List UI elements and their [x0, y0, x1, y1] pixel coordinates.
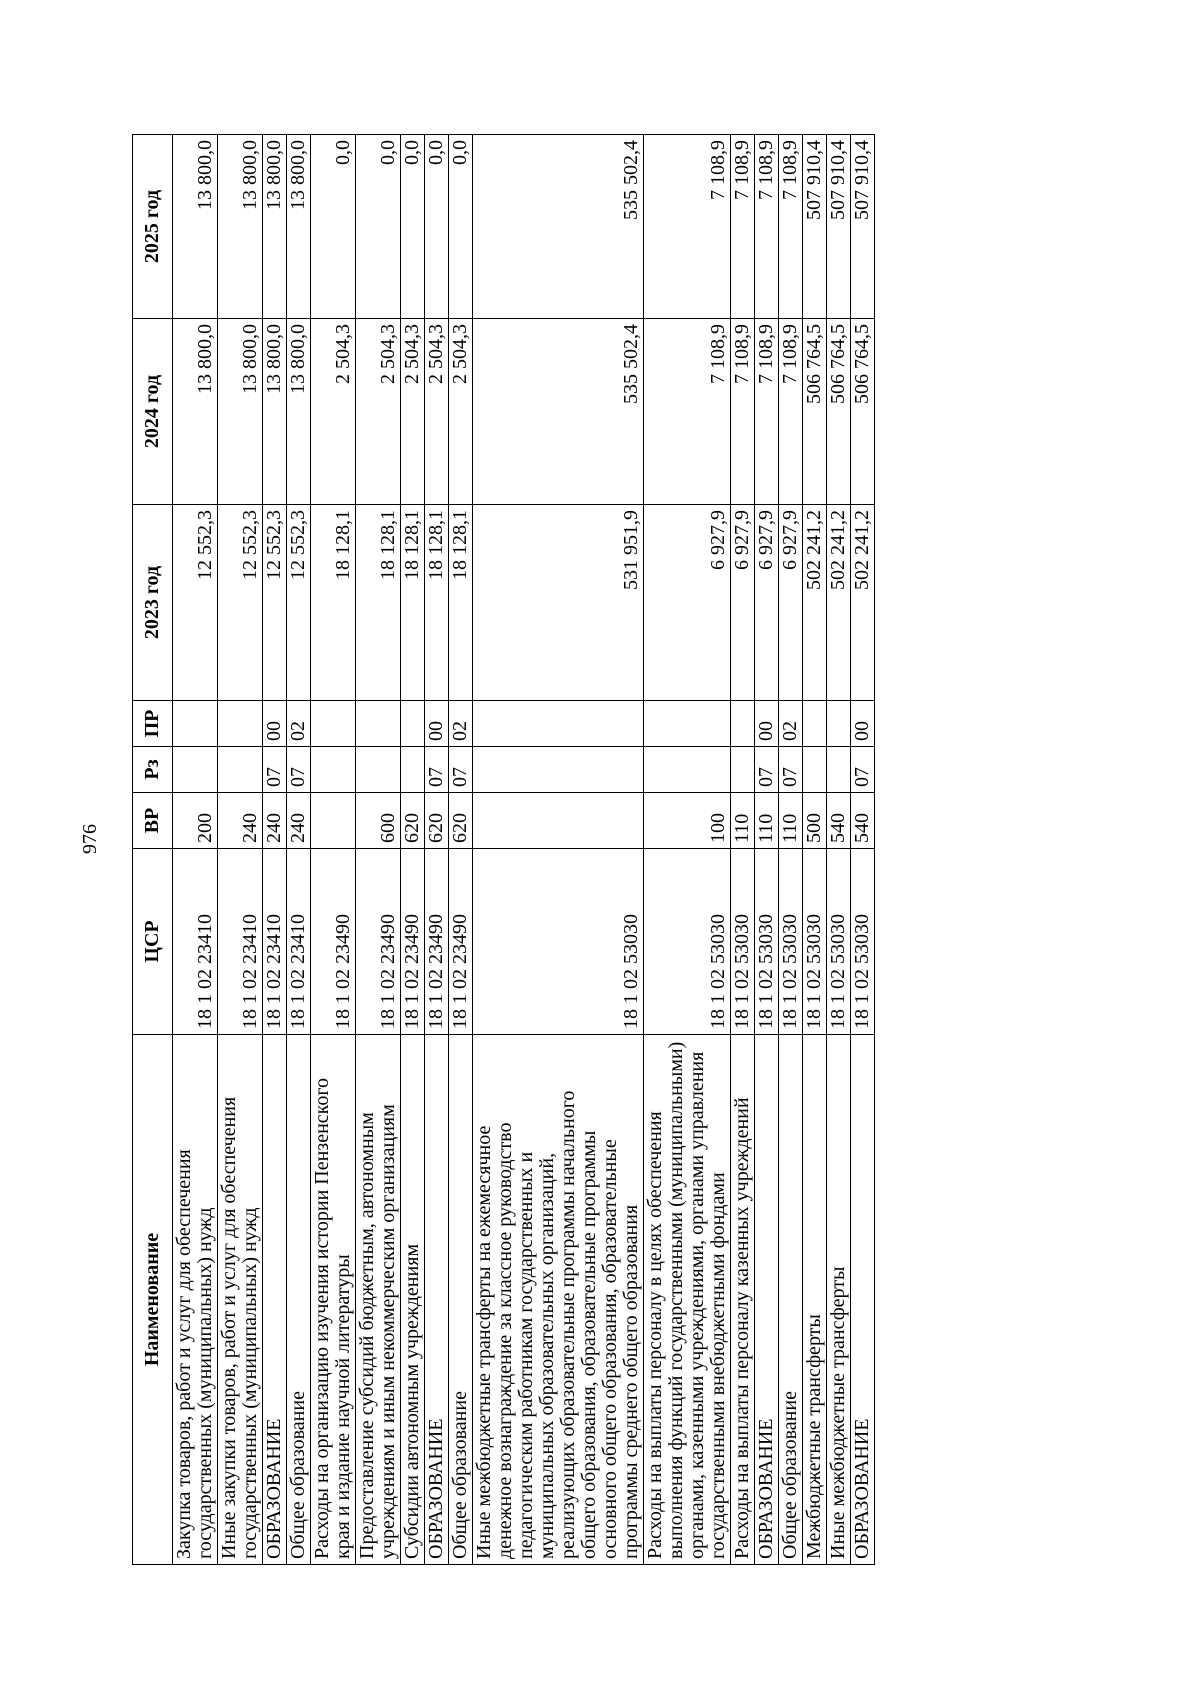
row-2025: 507 910,4	[827, 135, 851, 319]
row-2024: 13 800,0	[263, 319, 287, 505]
row-2023: 6 927,9	[755, 505, 779, 701]
row-vr	[473, 793, 644, 849]
row-2025: 7 108,9	[644, 135, 731, 319]
row-vr: 620	[401, 793, 425, 849]
row-csr: 18 1 02 53030	[803, 849, 827, 1035]
row-2024: 506 764,5	[827, 319, 851, 505]
table-row	[425, 135, 449, 1565]
row-vr: 110	[779, 793, 803, 849]
row-vr: 620	[449, 793, 473, 849]
row-rz: 07	[263, 747, 287, 793]
row-csr: 18 1 02 53030	[473, 849, 644, 1035]
row-pr	[644, 701, 731, 747]
header-2025: 2025 год	[133, 135, 173, 319]
table-row	[401, 135, 425, 1565]
row-csr: 18 1 02 53030	[644, 849, 731, 1035]
row-vr: 100	[644, 793, 731, 849]
row-name: Предоставление субсидий бюджетным, автономным учреждениям и иным некоммерческим организациям	[356, 1035, 401, 1565]
table-header-row	[133, 135, 173, 1565]
row-rz	[731, 747, 755, 793]
row-csr: 18 1 02 53030	[755, 849, 779, 1035]
row-2025: 13 800,0	[287, 135, 311, 319]
table-row	[779, 135, 803, 1565]
header-2024: 2024 год	[133, 319, 173, 505]
row-2024: 13 800,0	[173, 319, 218, 505]
row-2025: 0,0	[356, 135, 401, 319]
row-name: Межбюджетные трансферты	[803, 1035, 827, 1565]
row-2024: 2 504,3	[311, 319, 356, 505]
row-pr: 02	[287, 701, 311, 747]
row-csr: 18 1 02 23490	[449, 849, 473, 1035]
row-2024: 13 800,0	[218, 319, 263, 505]
row-rz	[356, 747, 401, 793]
page-number: 976	[79, 824, 101, 854]
table-row	[449, 135, 473, 1565]
row-name: Общее образование	[449, 1035, 473, 1565]
row-name: Расходы на выплаты персоналу казенных учреждений	[731, 1035, 755, 1565]
row-rz	[803, 747, 827, 793]
row-vr: 110	[755, 793, 779, 849]
row-pr: 02	[779, 701, 803, 747]
row-rz	[644, 747, 731, 793]
row-vr: 240	[287, 793, 311, 849]
row-2025: 507 910,4	[851, 135, 875, 319]
row-2025: 0,0	[449, 135, 473, 319]
row-2023: 12 552,3	[287, 505, 311, 701]
row-2024: 13 800,0	[287, 319, 311, 505]
header-name: Наименование	[133, 1035, 173, 1565]
row-rz: 07	[425, 747, 449, 793]
row-name: Иные межбюджетные трансферты на ежемесячное денежное вознаграждение за классное руководство педагогическим работникам государственных и муниципальных образовательных организаций, реализующих образовательные программы начального общего образования, образовательные программы основного общего образования, образовательные программы среднего общего образования	[473, 1035, 644, 1565]
row-pr: 00	[263, 701, 287, 747]
row-vr: 110	[731, 793, 755, 849]
row-pr: 00	[425, 701, 449, 747]
row-name: Общее образование	[287, 1035, 311, 1565]
table-row	[827, 135, 851, 1565]
row-csr: 18 1 02 53030	[731, 849, 755, 1035]
row-csr: 18 1 02 23490	[356, 849, 401, 1035]
table-row	[311, 135, 356, 1565]
row-2024: 535 502,4	[473, 319, 644, 505]
row-pr	[311, 701, 356, 747]
row-2023: 18 128,1	[356, 505, 401, 701]
row-2025: 0,0	[401, 135, 425, 319]
row-2025: 7 108,9	[779, 135, 803, 319]
row-pr	[218, 701, 263, 747]
row-2023: 18 128,1	[425, 505, 449, 701]
row-2023: 6 927,9	[644, 505, 731, 701]
row-2024: 506 764,5	[803, 319, 827, 505]
row-csr: 18 1 02 23410	[218, 849, 263, 1035]
row-name: Закупка товаров, работ и услуг для обеспечения государственных (муниципальных) нужд	[173, 1035, 218, 1565]
row-pr	[356, 701, 401, 747]
row-pr: 00	[755, 701, 779, 747]
row-2024: 7 108,9	[731, 319, 755, 505]
row-2023: 18 128,1	[311, 505, 356, 701]
row-pr	[173, 701, 218, 747]
row-2025: 0,0	[425, 135, 449, 319]
row-2025: 0,0	[311, 135, 356, 319]
table-row	[173, 135, 218, 1565]
row-2025: 7 108,9	[755, 135, 779, 319]
row-2025: 535 502,4	[473, 135, 644, 319]
row-csr: 18 1 02 23490	[425, 849, 449, 1035]
row-vr: 540	[827, 793, 851, 849]
row-rz	[311, 747, 356, 793]
row-2023: 502 241,2	[803, 505, 827, 701]
row-name: Иные закупки товаров, работ и услуг для обеспечения государственных (муниципальных) нужд	[218, 1035, 263, 1565]
row-pr	[827, 701, 851, 747]
table-row	[356, 135, 401, 1565]
row-pr	[731, 701, 755, 747]
row-pr: 02	[449, 701, 473, 747]
row-rz: 07	[287, 747, 311, 793]
row-vr: 600	[356, 793, 401, 849]
row-name: ОБРАЗОВАНИЕ	[851, 1035, 875, 1565]
row-pr	[803, 701, 827, 747]
row-csr: 18 1 02 23490	[401, 849, 425, 1035]
row-pr	[473, 701, 644, 747]
table-row	[851, 135, 875, 1565]
row-vr: 240	[263, 793, 287, 849]
row-csr: 18 1 02 23410	[263, 849, 287, 1035]
row-2025: 13 800,0	[218, 135, 263, 319]
row-vr: 500	[803, 793, 827, 849]
row-name: Субсидии автономным учреждениям	[401, 1035, 425, 1565]
table-row	[218, 135, 263, 1565]
row-rz	[401, 747, 425, 793]
table-row	[731, 135, 755, 1565]
table-row	[473, 135, 644, 1565]
row-rz: 07	[779, 747, 803, 793]
header-2023: 2023 год	[133, 505, 173, 701]
row-2024: 7 108,9	[779, 319, 803, 505]
row-2023: 12 552,3	[173, 505, 218, 701]
row-csr: 18 1 02 53030	[779, 849, 803, 1035]
row-csr: 18 1 02 53030	[851, 849, 875, 1035]
row-rz	[218, 747, 263, 793]
table-row	[287, 135, 311, 1565]
row-rz	[173, 747, 218, 793]
header-vr: ВР	[133, 793, 173, 849]
row-2023: 502 241,2	[827, 505, 851, 701]
header-csr: ЦСР	[133, 849, 173, 1035]
row-csr: 18 1 02 23410	[173, 849, 218, 1035]
table-row	[755, 135, 779, 1565]
table-row	[644, 135, 731, 1565]
row-2023: 12 552,3	[218, 505, 263, 701]
row-name: Расходы на организацию изучения истории Пензенского края и издание научной литературы	[311, 1035, 356, 1565]
row-csr: 18 1 02 53030	[827, 849, 851, 1035]
row-2025: 13 800,0	[173, 135, 218, 319]
row-2024: 2 504,3	[449, 319, 473, 505]
row-2023: 18 128,1	[401, 505, 425, 701]
row-vr	[311, 793, 356, 849]
row-pr	[401, 701, 425, 747]
row-vr: 240	[218, 793, 263, 849]
row-2024: 506 764,5	[851, 319, 875, 505]
header-pr: ПР	[133, 701, 173, 747]
row-name: Расходы на выплаты персоналу в целях обеспечения выполнения функций государственными (муниципальными) органами, казенными учреждениями, органами управления государственными внебюджетными фондами	[644, 1035, 731, 1565]
row-2024: 2 504,3	[356, 319, 401, 505]
header-rz: Рз	[133, 747, 173, 793]
table-body	[173, 135, 875, 1565]
row-2023: 12 552,3	[263, 505, 287, 701]
table-row	[803, 135, 827, 1565]
row-rz: 07	[449, 747, 473, 793]
row-rz: 07	[755, 747, 779, 793]
row-2023: 18 128,1	[449, 505, 473, 701]
row-csr: 18 1 02 23410	[287, 849, 311, 1035]
row-2025: 7 108,9	[731, 135, 755, 319]
row-2023: 502 241,2	[851, 505, 875, 701]
row-name: ОБРАЗОВАНИЕ	[263, 1035, 287, 1565]
budget-table	[132, 134, 875, 1565]
row-vr: 540	[851, 793, 875, 849]
rotated-page-content	[132, 135, 1067, 1565]
row-name: ОБРАЗОВАНИЕ	[425, 1035, 449, 1565]
row-csr: 18 1 02 23490	[311, 849, 356, 1035]
row-2024: 2 504,3	[425, 319, 449, 505]
row-rz	[473, 747, 644, 793]
row-name: Иные межбюджетные трансферты	[827, 1035, 851, 1565]
row-vr: 620	[425, 793, 449, 849]
row-name: Общее образование	[779, 1035, 803, 1565]
row-2023: 6 927,9	[731, 505, 755, 701]
row-2024: 7 108,9	[644, 319, 731, 505]
row-name: ОБРАЗОВАНИЕ	[755, 1035, 779, 1565]
row-2023: 531 951,9	[473, 505, 644, 701]
row-rz: 07	[851, 747, 875, 793]
row-vr: 200	[173, 793, 218, 849]
table-row	[263, 135, 287, 1565]
row-2024: 2 504,3	[401, 319, 425, 505]
row-2025: 13 800,0	[263, 135, 287, 319]
row-pr: 00	[851, 701, 875, 747]
row-2024: 7 108,9	[755, 319, 779, 505]
row-2025: 507 910,4	[803, 135, 827, 319]
row-2023: 6 927,9	[779, 505, 803, 701]
row-rz	[827, 747, 851, 793]
